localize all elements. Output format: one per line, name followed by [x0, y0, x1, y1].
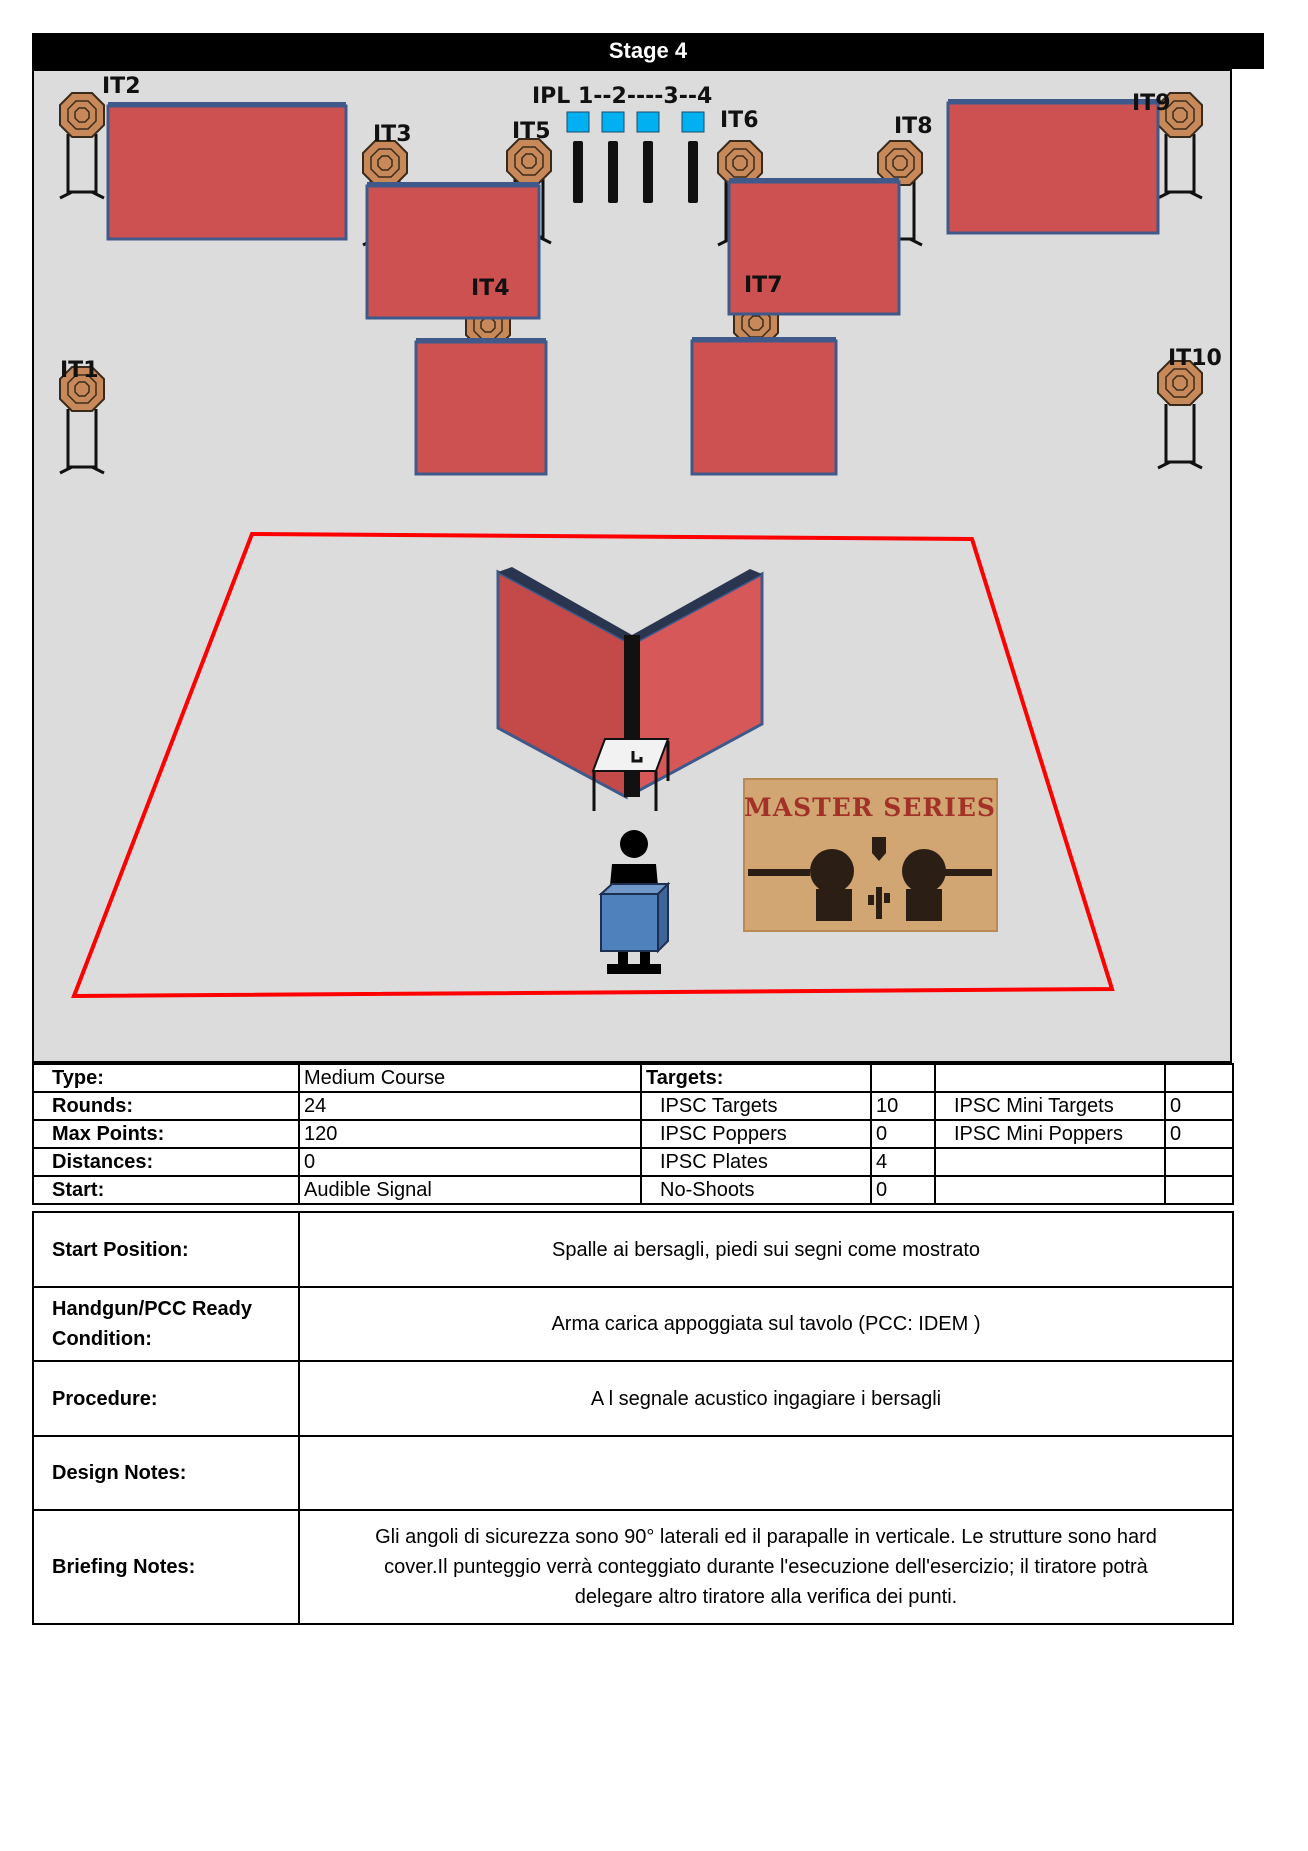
ipsc-mini-targets-label: IPSC Mini Targets — [935, 1092, 1165, 1120]
table-row — [33, 1092, 1233, 1120]
table-row — [33, 1287, 1233, 1361]
label-it10: IT10 — [1168, 346, 1222, 371]
start-position-label: Start Position: — [33, 1212, 299, 1287]
wall-low-right — [692, 337, 836, 474]
label-it9: IT9 — [1132, 91, 1171, 116]
briefing-notes-label: Briefing Notes: — [33, 1510, 299, 1624]
target-it5 — [507, 139, 551, 183]
master-series-logo — [744, 779, 997, 931]
rounds-value: 24 — [299, 1092, 641, 1120]
ipsc-targets-label: IPSC Targets — [641, 1092, 871, 1120]
ipsc-poppers-value: 0 — [871, 1120, 935, 1148]
briefing-line-3: delegare altro tiratore alla verifica dei punti. — [574, 1586, 958, 1608]
label-it7: IT7 — [744, 273, 783, 298]
procedure-value: A l segnale acustico ingagiare i bersagli — [299, 1361, 1233, 1436]
start-label: Start: — [33, 1176, 299, 1204]
plates-label: IPL 1--2----3--4 — [532, 84, 713, 109]
no-shoots-value: 0 — [871, 1176, 935, 1204]
max-points-value: 120 — [299, 1120, 641, 1148]
label-it3: IT3 — [373, 122, 412, 147]
ready-condition-label-line-2: Condition: — [52, 1328, 152, 1350]
ready-condition-value: Arma carica appoggiata sul tavolo (PCC: IDEM ) — [299, 1287, 1233, 1361]
label-it1: IT1 — [60, 358, 99, 383]
target-it2 — [60, 93, 104, 137]
table-row — [33, 1176, 1233, 1204]
type-label: Type: — [33, 1064, 299, 1092]
distances-label: Distances: — [33, 1148, 299, 1176]
briefing-line-2: cover.Il punteggio verrà conteggiato durante l'esecuzione dell'esercizio; il tiratore potrà — [384, 1556, 1148, 1578]
ipsc-plates-label: IPSC Plates — [641, 1148, 871, 1176]
max-points-label: Max Points: — [33, 1120, 299, 1148]
no-shoots-label: No-Shoots — [641, 1176, 871, 1204]
stage-info-table — [32, 1063, 1234, 1205]
barrel-box — [601, 884, 668, 951]
ready-condition-label-line-1: Handgun/PCC Ready — [52, 1298, 253, 1320]
wall-low-left — [416, 338, 546, 474]
rounds-label: Rounds: — [33, 1092, 299, 1120]
procedure-label: Procedure: — [33, 1361, 299, 1436]
table-row — [33, 1510, 1233, 1624]
briefing-line-1: Gli angoli di sicurezza sono 90° laterali ed il parapalle in verticale. Le strutture sono hard — [375, 1526, 1157, 1548]
start-value: Audible Signal — [299, 1176, 641, 1204]
briefing-notes-value — [299, 1510, 1233, 1624]
table-row — [33, 1436, 1233, 1510]
ready-condition-label — [33, 1287, 299, 1361]
ipsc-mini-poppers-label: IPSC Mini Poppers — [935, 1120, 1165, 1148]
stage-title: Stage 4 — [32, 33, 1264, 69]
start-position-value: Spalle ai bersagli, piedi sui segni come mostrato — [299, 1212, 1233, 1287]
design-notes-value — [299, 1436, 1233, 1510]
label-it8: IT8 — [894, 114, 933, 139]
table-row — [33, 1064, 1233, 1092]
distances-value: 0 — [299, 1148, 641, 1176]
ipsc-mini-targets-value: 0 — [1165, 1092, 1233, 1120]
target-it3 — [363, 141, 407, 185]
ipsc-plates-value: 4 — [871, 1148, 935, 1176]
stage-notes-table — [32, 1211, 1234, 1625]
table-row — [33, 1148, 1233, 1176]
wall-top-right — [948, 99, 1158, 233]
type-value: Medium Course — [299, 1064, 641, 1092]
logo-text: MASTER SERIES — [744, 793, 996, 822]
table-row — [33, 1120, 1233, 1148]
label-it5: IT5 — [512, 119, 551, 144]
design-notes-label: Design Notes: — [33, 1436, 299, 1510]
ipsc-poppers-label: IPSC Poppers — [641, 1120, 871, 1148]
table-row — [33, 1361, 1233, 1436]
wall-mid-left — [367, 182, 539, 318]
table-row — [33, 1212, 1233, 1287]
label-it2: IT2 — [102, 74, 141, 99]
wall-top-left — [108, 102, 346, 239]
ipsc-mini-poppers-value: 0 — [1165, 1120, 1233, 1148]
stage-diagram — [32, 69, 1232, 1063]
ipsc-targets-value: 10 — [871, 1092, 935, 1120]
label-it4: IT4 — [471, 276, 510, 301]
targets-header: Targets: — [641, 1064, 871, 1092]
label-it6: IT6 — [720, 108, 759, 133]
